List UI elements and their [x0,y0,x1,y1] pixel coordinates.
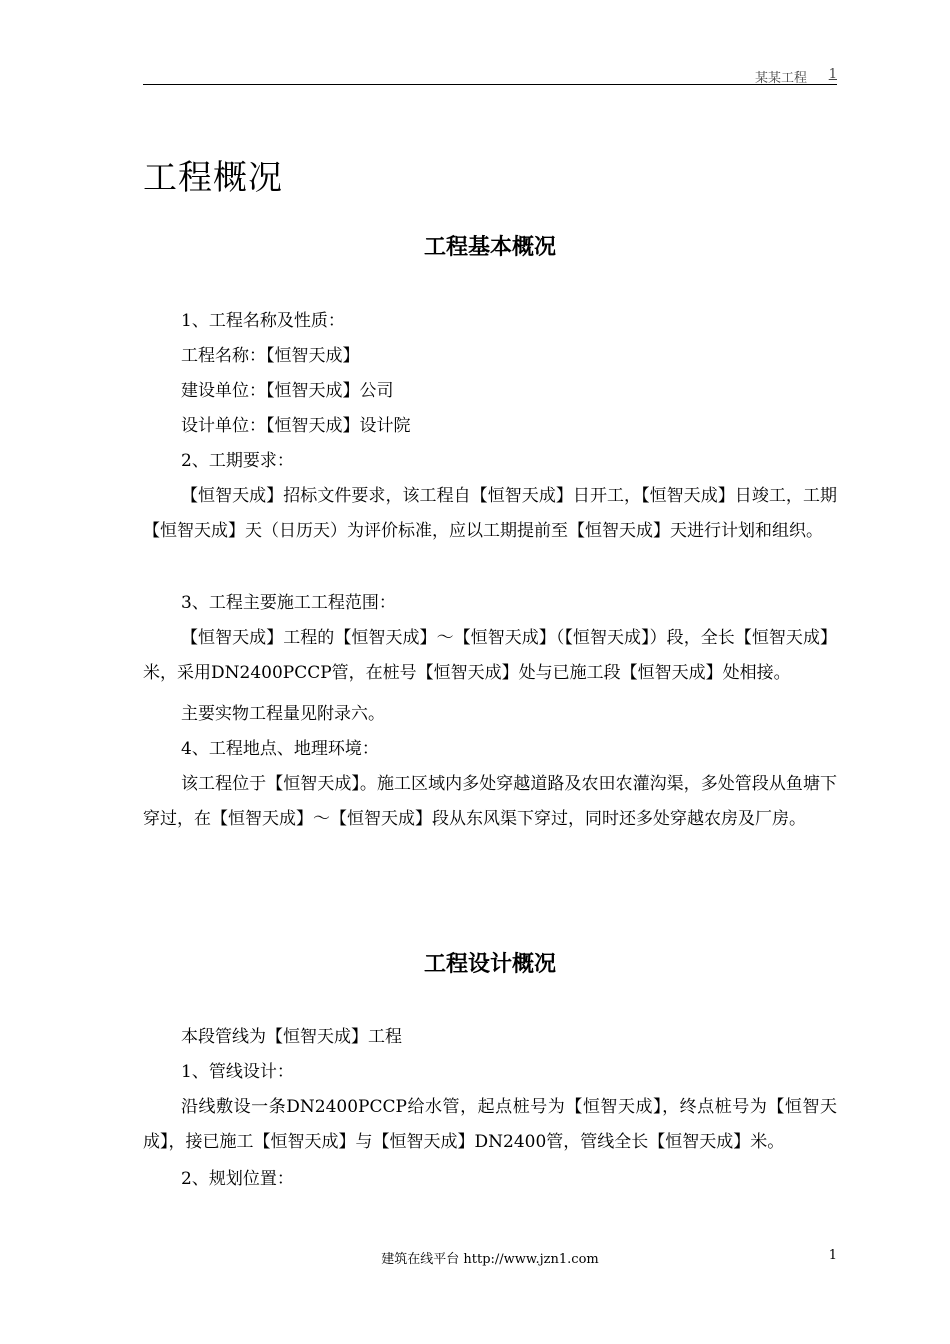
footer-page-number: 1 [828,1248,837,1263]
paragraph: 建设单位：【恒智天成】公司 [181,381,394,401]
section-heading-design: 工程设计概况 [423,952,556,977]
paragraph: 1、工程名称及性质： [181,311,345,331]
header-page-number: 1 [828,67,837,82]
footer-text: 建筑在线平台 http://www.jzn1.com [381,1252,599,1267]
paragraph: 该工程位于【恒智天成】。施工区域内多处穿越道路及农田农灌沟渠，多处管段从鱼塘下穿过，在【恒智天成】～【恒智天成】段从东风渠下穿过，同时还多处穿越农房及厂房。 [143,774,837,829]
paragraph: 沿线敷设一条DN2400PCCP给水管，起点桩号为【恒智天成】，终点桩号为【恒智天成】，接已施工【恒智天成】与【恒智天成】DN2400管，管线全长【恒智天成】米。 [143,1097,837,1152]
paragraph: 工程名称：【恒智天成】 [181,346,360,366]
paragraph: 【恒智天成】工程的【恒智天成】～【恒智天成】（【恒智天成】）段，全长【恒智天成】米，采用DN2400PCCP管，在桩号【恒智天成】处与已施工段【恒智天成】处相接。 [143,628,837,683]
document-title: 工程概况 [143,158,283,198]
paragraph: 3、工程主要施工工程范围： [181,593,396,613]
paragraph: 设计单位：【恒智天成】设计院 [181,416,411,436]
paragraph: 主要实物工程量见附录六。 [181,704,385,724]
page-header [143,64,837,85]
paragraph: 【恒智天成】招标文件要求，该工程自【恒智天成】日开工，【恒智天成】日竣工，工期【恒智天成】天（日历天）为评价标准，应以工期提前至【恒智天成】天进行计划和组织。 [143,486,837,541]
paragraph: 2、工期要求： [181,451,294,471]
section-heading-basic: 工程基本概况 [423,235,556,260]
paragraph: 1、管线设计： [181,1062,294,1082]
paragraph: 本段管线为【恒智天成】工程 [181,1027,402,1047]
paragraph: 2、规划位置： [181,1169,294,1189]
header-title: 某某工程 [754,71,807,86]
paragraph: 4、工程地点、地理环境： [181,739,379,759]
